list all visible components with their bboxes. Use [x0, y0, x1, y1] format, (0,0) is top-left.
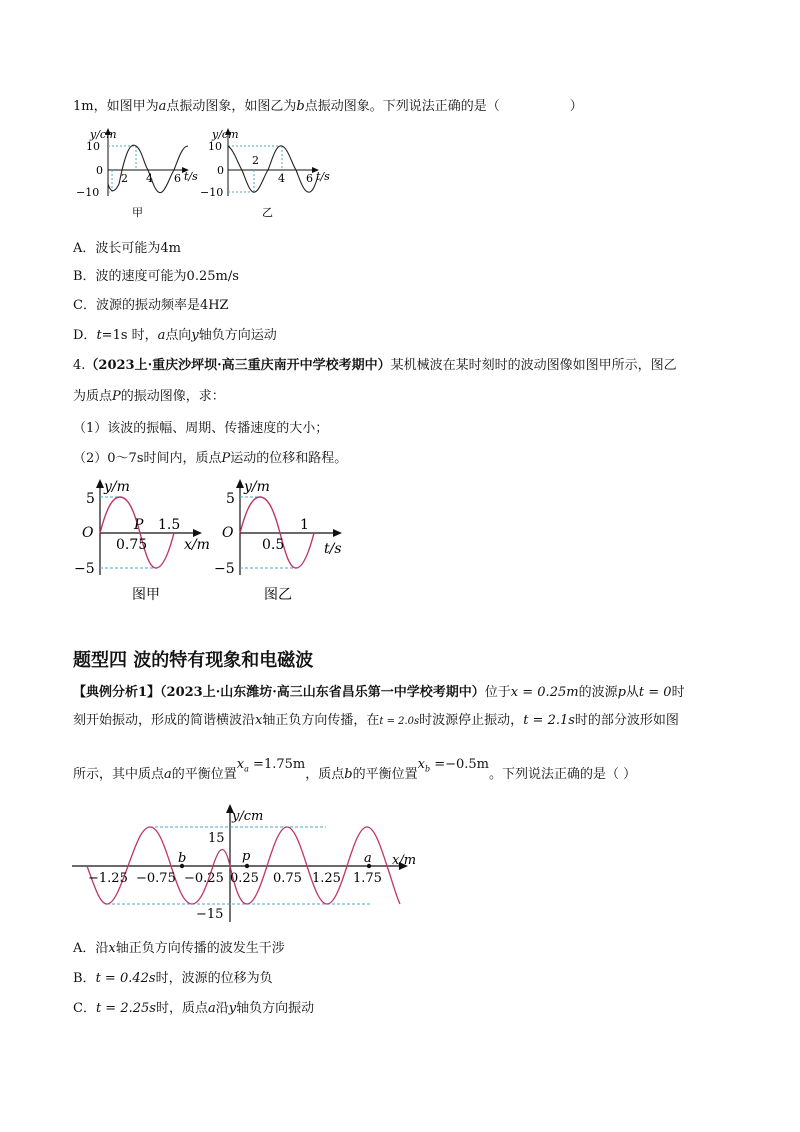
q4-stem-line1: 4.（2023上·重庆沙坪坝·高三重庆南开中学校考期中）某机械波在某时刻时的波动图像如图甲所示，图乙	[73, 358, 677, 373]
q3-stem: 1m，如图甲为a点振动图象，如图乙为b点振动图象。下列说法正确的是（ ）	[73, 99, 583, 114]
svg-text:x/m: x/m	[392, 853, 417, 868]
q3-yi-ylabel: y/cm	[212, 128, 239, 141]
q4-sub1: （1）该波的振幅、周期、传播速度的大小；	[73, 421, 329, 436]
svg-text:2: 2	[252, 154, 259, 167]
svg-text:0: 0	[217, 164, 224, 177]
svg-text:a: a	[364, 851, 372, 866]
svg-text:0.5: 0.5	[262, 537, 285, 553]
svg-text:−10: −10	[200, 186, 224, 199]
svg-text:y/cm: y/cm	[232, 809, 264, 824]
example-line3: 所示，其中质点a的平衡位置$x_a =1.75m$，质点b的平衡位置$x_b =-0.5m$。下列说法正确的是（ ）	[73, 757, 637, 782]
svg-text:−5: −5	[74, 561, 95, 577]
svg-text:5: 5	[226, 491, 235, 507]
svg-text:2: 2	[121, 172, 128, 185]
q3-option-a: A．波长可能为4m	[73, 241, 181, 256]
svg-text:−5: −5	[214, 561, 235, 577]
svg-text:b: b	[178, 851, 187, 866]
svg-text:−1.25: −1.25	[88, 871, 128, 886]
svg-text:P: P	[134, 517, 144, 533]
svg-text:O: O	[222, 525, 234, 541]
svg-text:−0.25: −0.25	[184, 871, 224, 886]
example-option-c: C．t = 2.25s时，质点a沿y轴负方向振动	[73, 1001, 315, 1016]
q3-figure-jia	[70, 124, 200, 224]
section-title: 题型四 波的特有现象和电磁波	[73, 650, 314, 671]
q3-figure-yi	[200, 124, 340, 224]
svg-text:6: 6	[306, 172, 313, 185]
svg-text:1.75: 1.75	[353, 871, 382, 886]
q4-sub2: （2）0～7s时间内，质点P运动的位移和路程。	[73, 451, 348, 466]
svg-text:0.75: 0.75	[116, 537, 148, 553]
q4-figure-jia	[74, 475, 218, 605]
svg-text:0.75: 0.75	[273, 871, 302, 886]
svg-text:15: 15	[208, 831, 225, 846]
svg-text:1: 1	[300, 517, 309, 533]
svg-text:1.25: 1.25	[312, 871, 341, 886]
svg-text:−15: −15	[196, 907, 224, 922]
svg-text:0.25: 0.25	[230, 871, 259, 886]
example-option-a: A．沿x轴正负方向传播的波发生干涉	[73, 941, 285, 956]
svg-text:x/m: x/m	[184, 537, 210, 553]
q4-yi-caption: 图乙	[264, 587, 292, 603]
example-option-b: B．t = 0.42s时，波源的位移为负	[73, 971, 273, 986]
svg-text:t/s: t/s	[324, 541, 342, 557]
q3-jia-caption: 甲	[132, 206, 143, 219]
q3-jia-ylabel: y/cm	[90, 128, 117, 141]
q4-stem-line2: 为质点P的振动图像，求：	[73, 389, 225, 404]
svg-text:4: 4	[146, 172, 153, 185]
example-line1: 【典例分析1】（2023上·山东潍坊·高三山东省昌乐第一中学校考期中）位于x = 0.25m的波源p从t = 0时	[73, 685, 685, 700]
q3-yi-caption: 乙	[262, 206, 273, 219]
svg-text:6: 6	[174, 172, 181, 185]
svg-text:t/s: t/s	[316, 170, 330, 183]
svg-text:−0.75: −0.75	[136, 871, 176, 886]
svg-text:t/s: t/s	[184, 170, 198, 183]
svg-text:10: 10	[86, 140, 100, 153]
q3-option-d: D．t=1s 时，a点向y轴负方向运动	[73, 328, 277, 343]
q4-figure-yi	[214, 475, 358, 605]
q3-option-b: B．波的速度可能为0.25m/s	[73, 269, 239, 284]
svg-text:4: 4	[278, 172, 285, 185]
svg-text:O: O	[82, 525, 94, 541]
svg-text:y/m: y/m	[244, 479, 270, 495]
svg-text:10: 10	[208, 140, 222, 153]
svg-text:5: 5	[86, 491, 95, 507]
svg-text:1.5: 1.5	[158, 517, 181, 533]
q3-option-c: C．波源的振动频率是4HZ	[73, 298, 229, 313]
svg-text:0: 0	[96, 164, 103, 177]
example-wave-graph	[70, 800, 420, 930]
q4-jia-caption: 图甲	[132, 587, 160, 603]
svg-text:p: p	[242, 849, 251, 864]
svg-text:−10: −10	[76, 186, 100, 199]
svg-text:y/m: y/m	[104, 479, 130, 495]
example-line2: 刻开始振动，形成的简谐横波沿x轴正负方向传播，在t = 2.0s时波源停止振动，t = 2.1s时的部分波形如图	[73, 713, 679, 728]
